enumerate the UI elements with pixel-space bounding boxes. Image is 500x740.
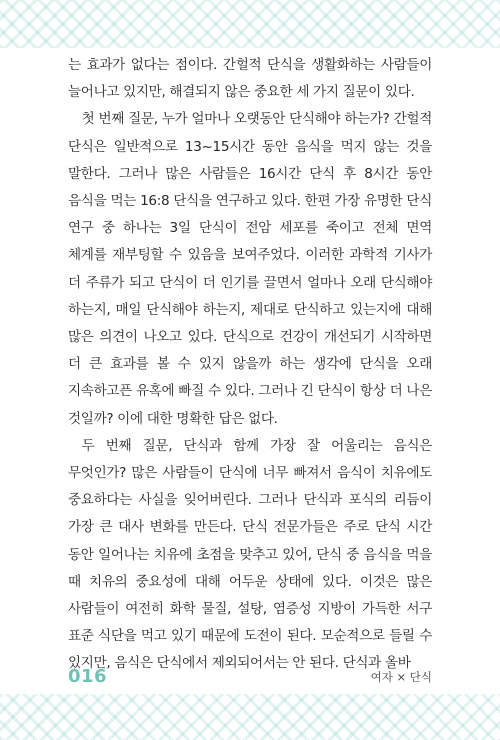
page-footer (68, 666, 432, 690)
page-body (68, 52, 432, 678)
paragraph-first-question: 첫 번째 질문, 누가 얼마나 오랫동안 단식해야 하는가? 간헐적 단식은 일반적으로 13~15시간 동안 음식을 먹지 않는 것을 말한다. 그러나 많은 사람들은 16시간 단식 후 8시간 동안 음식을 먹는 16:8 단식을 연구하고 있다. 한편 가장 유명한 단식 연구 중 하나는 3일 단식이 전암 세포를 죽이고 전체 면역 체계를 재부팅할 수 있음을 보여주었다. 이러한 과학적 기사가 더 주류가 되고 단식이 더 인기를 끌면서 얼마나 오래 단식해야 하는지, 매일 단식해야 하는지, 제대로 단식하고 있는지에 대해 많은 의견이 나오고 있다. 단식으로 건강이 개선되기 시작하면 더 큰 효과를 볼 수 있지 않을까 하는 생각에 단식을 오래 지속하고픈 유혹에 빠질 수 있다. 그러나 긴 단식이 항상 더 나은 것일까? 이에 대한 명확한 답은 없다. (68, 111, 432, 427)
page-number: 016 (68, 666, 108, 687)
bottom-wave-pattern (0, 694, 500, 740)
running-title: 여자 × 단식 (370, 670, 432, 684)
paragraph-second-question: 두 번째 질문, 단식과 함께 가장 잘 어울리는 음식은 무엇인가? 많은 사람들이 단식에 너무 빠져서 음식이 치유에도 중요하다는 사실을 잊어버린다. 그러나 단식과 포식의 리듬이 가장 큰 대사 변화를 만든다. 단식 전문가들은 주로 단식 시간 동안 일어나는 치유에 초점을 맞추고 있어, 단식 중 음식을 먹을 때 치유의 중요성에 대해 어두운 상태에 있다. 이것은 많은 사람들이 여전히 화학 물질, 설탕, 염증성 지방이 가득한 서구 표준 식단을 먹고 있기 때문에 도전이 된다. 모순적으로 들릴 수 있지만, 음식은 단식에서 제외되어서는 안 된다. 단식과 올바 (68, 437, 432, 672)
top-wave-pattern (0, 0, 500, 48)
paragraph-continued: 는 효과가 없다는 점이다. 간헐적 단식을 생활화하는 사람들이 늘어나고 있지만, 해결되지 않은 중요한 세 가지 질문이 있다. (68, 57, 432, 101)
